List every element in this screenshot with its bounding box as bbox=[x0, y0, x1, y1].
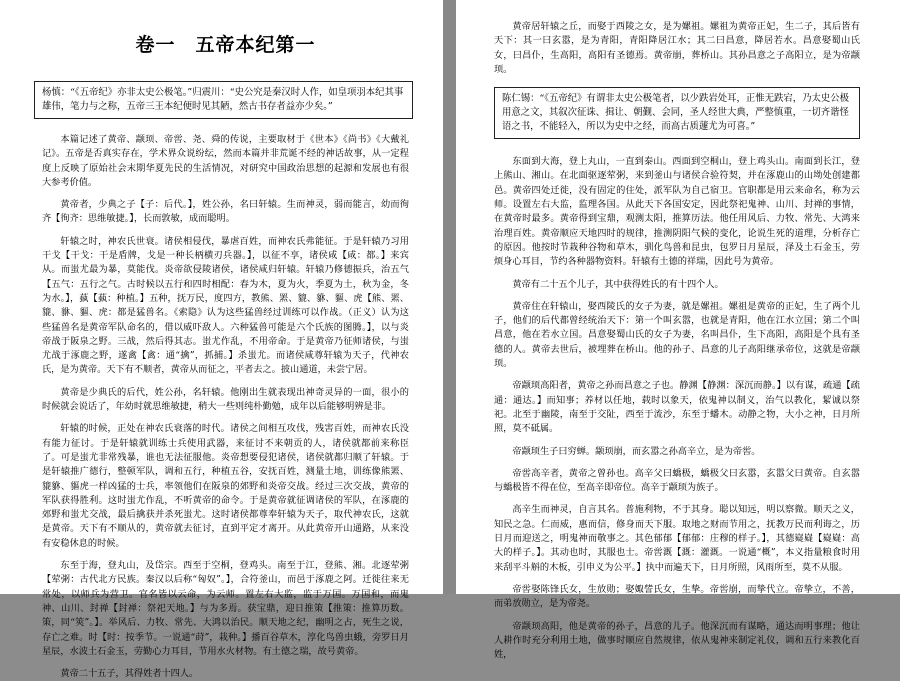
right-paragraph: 帝颛顼高阳，他是黄帝的孙子，昌意的儿子。他深沉而有谋略，通达而明事理；他让人耕作时充分利用土地，做事时顺应自然规律，依从鬼神来制定礼仪，调和五行来教化百姓， bbox=[494, 620, 860, 661]
left-paragraph: 黄帝者，少典之子【子：后代。】，姓公孙，名曰轩辕。生而神灵，弱而能言，幼而徇齐【徇齐：思维敏捷。】，长而敦敏，成而聪明。 bbox=[42, 199, 409, 225]
right-paragraph: 帝喾娶陈锋氏女，生放勋；娶娵訾氏女，生挚。帝喾崩，而挚代立。帝挚立，不善，而弟放勋立，是为帝尧。 bbox=[494, 583, 860, 610]
right-paragraph: 黄帝有二十五个儿子，其中获得姓氏的有十四个人。 bbox=[512, 278, 724, 290]
right-paragraph: 黄帝住在轩辕山，娶西陵氏的女子为妻，就是嫘祖。嫘祖是黄帝的正妃，生了两个儿子，他们的后代都曾经统治天下：第一个叫玄嚣，也就是青阳，他在江水立国；第二个叫昌意，他在若水立国。昌意娶蜀山氏的女子为妻，名叫昌仆，生下高阳，高阳是个具有圣德的人。黄帝去世后，被埋葬在桥山。他的孙子、昌意的儿子高阳继承帝位，这就是帝颛顼。 bbox=[494, 300, 860, 370]
page-gutter bbox=[443, 0, 456, 594]
right-paragraph: 帝颛顼生子曰穷蝉。颛顼崩，而玄嚣之孙高辛立，是为帝喾。 bbox=[512, 445, 761, 457]
left-paragraph: 轩辕之时，神农氏世衰。诸侯相侵伐，暴虐百姓，而神农氏弗能征。于是轩辕乃习用干戈【干戈：干是盾牌，戈是一种长柄横刃兵器。】，以征不享，诸侯咸【咸：都。】来宾从。而蚩尤最为暴，莫能伐。炎帝欲侵陵诸侯，诸侯咸归轩辕。轩辕乃修德振兵，治五气【五气：五行之气。古时候以五行和四时相配：春为木，夏为火，季夏为土，秋为金，冬为水。】，蓺【蓺：种植。】五种，抚万民，度四方，教熊、罴、貔、貅、貙、虎【熊、罴、貔、貅、貙、虎：都是猛兽名。《索隐》认为这些猛兽经过训练可以作战。（正义）认为这些猛兽名是黄帝军队命名的，借以威吓敌人。六种猛兽可能是六个氏族的图腾。】，以与炎帝战于阪泉之野。三战，然后得其志。蚩尤作乱，不用帝命。于是黄帝乃征师诸侯，与蚩尤战于涿鹿之野，遂禽【禽：通“擒”，抓捕。】杀蚩尤。而诸侯咸尊轩辕为天子，代神农氏，是为黄帝。天下有不顺者，黄帝从而征之，平者去之。披山通道，未尝宁居。 bbox=[42, 235, 409, 376]
right-page bbox=[456, 0, 900, 661]
left-paragraph: 轩辕的时候，正处在神农氏衰落的时代。诸侯之间相互攻伐，残害百姓，而神农氏没有能力征讨。于是轩辕就训练士兵使用武器，来征讨不来朝贡的人，诸侯就都前来称臣了。可是蚩尤非常残暴，谁也无法征服他。炎帝想要侵犯诸侯，诸侯就都归顺了轩辕。于是轩辕推广德行，整顿军队，调和五行，种植五谷，安抚百姓，测量土地，训练像熊罴、貔貅、貙虎一样凶猛的士兵，率领他们在阪泉的郊野和炎帝交战。经过三次交战，黄帝的军队获得胜利。这时蚩尤作乱，不听黄帝的命令。于是黄帝就征调诸侯的军队，在涿鹿的郊野和蚩尤交战，最后擒获并杀死蚩尤。这时诸侯都尊奉轩辕为天子，取代神农氏，这就是黄帝。天下有不顺从的，黄帝就去征讨，直到平定才离开。从此黄帝开山通路，从来没有安稳休息的时候。 bbox=[42, 423, 409, 549]
left-paragraph: 黄帝是少典氏的后代，姓公孙，名轩辕。他刚出生就表现出神奇灵异的一面，很小的时候就会说话了，年幼时就思维敏捷，稍大一些则纯朴勤勉，成年以后能够明辨是非。 bbox=[42, 386, 409, 413]
chapter-title: 卷一 五帝本纪第一 bbox=[135, 34, 316, 56]
left-page bbox=[0, 0, 443, 680]
left-quote-box: 杨慎：“《五帝纪》亦非太史公极笔。”归震川：“史公究是秦汉时人作，如皇项羽本纪其事雄伟，笔力与之称，五帝三王本纪便时见其陋，然古书存者益亦少矣。” bbox=[34, 81, 413, 119]
right-paragraph: 高辛生而神灵，自言其名。普施利物，不于其身。聪以知远，明以察微。顺天之义，知民之急。仁而威，惠而信，修身而天下服。取地之财而节用之，抚教万民而利诲之，历日月而迎送之，明鬼神而敬事之。其色郁郁【郁郁：庄穆的样子。】，其德嶷嶷【嶷嶷：高大的样子。】。其动也时，其服也士。帝喾溉【溉：灌溉。一说通“概”，本义指量粮食时用来刮平斗斛的木板，引申义为公平。】执中而遍天下，日月所照，风雨所至，莫不从服。 bbox=[494, 504, 860, 573]
right-quote-box: 陈仁锡：“《五帝纪》有谓非太史公极笔者，以少跌岩处耳，正惟无跌宕，乃太史公极用意之文，其叙次征诛、揖让、朝觐、会同，圣人经世大典，严整慎重，一切齐谐怪语之书，不能轻入，所以为史中之经，而高古质蘧尤为可喜。” bbox=[494, 87, 860, 139]
right-top-paragraph: 黄帝居轩辕之丘，而娶于西陵之女，是为嫘祖。嫘祖为黄帝正妃，生二子，其后皆有天下：其一曰玄嚣，是为青阳，青阳降居江水；其二曰昌意，降居若水。昌意娶蜀山氏女，曰昌仆，生高阳，高阳有圣德焉。黄帝崩，葬桥山。其孙昌意之子高阳立，是为帝颛顼。 bbox=[494, 21, 860, 75]
right-paragraph: 帝颛顼高阳者，黄帝之孙而昌意之子也。静渊【静渊：深沉而静。】以有谋，疏通【疏通：通达。】而知事；养材以任地，载时以象天，依鬼神以制义，治气以教化，絜诚以祭祀。北至于幽陵，南至于交阯，西至于流沙，东至于蟠木。动静之物，大小之神，日月所照，莫不砥属。 bbox=[494, 380, 860, 435]
right-paragraph: 东面到大海，登上丸山，一直到泰山。西面到空桐山，登上鸡头山。南面到长江，登上熊山、湘山。在北面驱逐荤粥，来到釜山与诸侯合验符契，并在涿鹿山的山坳处创建都邑。黄帝四处迁徙，没有固定的住处，派军队为自己宿卫。官职都是用云来命名，称为云师。设置左右大监，监理各国。从此天下各国安定，因此祭祀鬼神、山川、封禅的事情，在黄帝时最多。黄帝得到宝鼎，观测太阳，推算历法。他任用风后、力牧、常先、大鸿来治理百姓。黄帝顺应天地四时的规律，推测阴阳气候的变化，论说生死的道理，分析存亡的原因。他按时节栽种谷物和草木，驯化鸟兽和昆虫，包罗日月星辰，泽及土石金玉，劳烦身心耳目，节约各种器物资料。轩辕有土德的祥瑞，因此号为黄帝。 bbox=[494, 156, 860, 268]
left-paragraph: 黄帝二十五子，其得姓者十四人。 bbox=[60, 668, 199, 680]
right-paragraph: 帝喾高辛者，黄帝之曾孙也。高辛父曰蟜极，蟜极父曰玄嚣，玄嚣父曰黄帝。自玄嚣与蟜极皆不得在位，至高辛即帝位。高辛于颛顼为族子。 bbox=[494, 467, 860, 494]
left-paragraph: 本篇记述了黄帝、颛顼、帝喾、尧、舜的传说，主要取材于《世本》《尚书》《大戴礼记》。五帝是否真实存在，学术界众说纷纭，然而本篇并非荒诞不经的神话故事，从一定程度上反映了原始社会末期华夏先民的生活情况，对研究中国政治思想的起源和发展也有很大参考价值。 bbox=[42, 134, 409, 188]
left-paragraph: 东至于海，登丸山，及岱宗。西至于空桐，登鸡头。南至于江，登熊、湘。北逐荤粥【荤粥：古代北方民族。秦汉以后称“匈奴”。】，合符釜山，而邑于涿鹿之阿。迁徙往来无常处，以师兵为营卫。官名皆以云命，为云师。置左右大监，监于万国。万国和，而鬼神、山川、封禅【封禅：祭祀天地。】与为多焉。获宝鼎，迎日推策【推策：推算历数。策，同“筴”。】。举风后、力牧、常先、大鸿以治民。顺天地之纪，幽明之占，死生之说，存亡之难。时【时：按季节。一说通“莳”，栽种。】播百谷草木，淳化鸟兽虫蛾，旁罗日月星辰，水波土石金玉，劳勤心力耳目，节用水火材物。有土德之瑞，故号黄帝。 bbox=[42, 560, 409, 657]
